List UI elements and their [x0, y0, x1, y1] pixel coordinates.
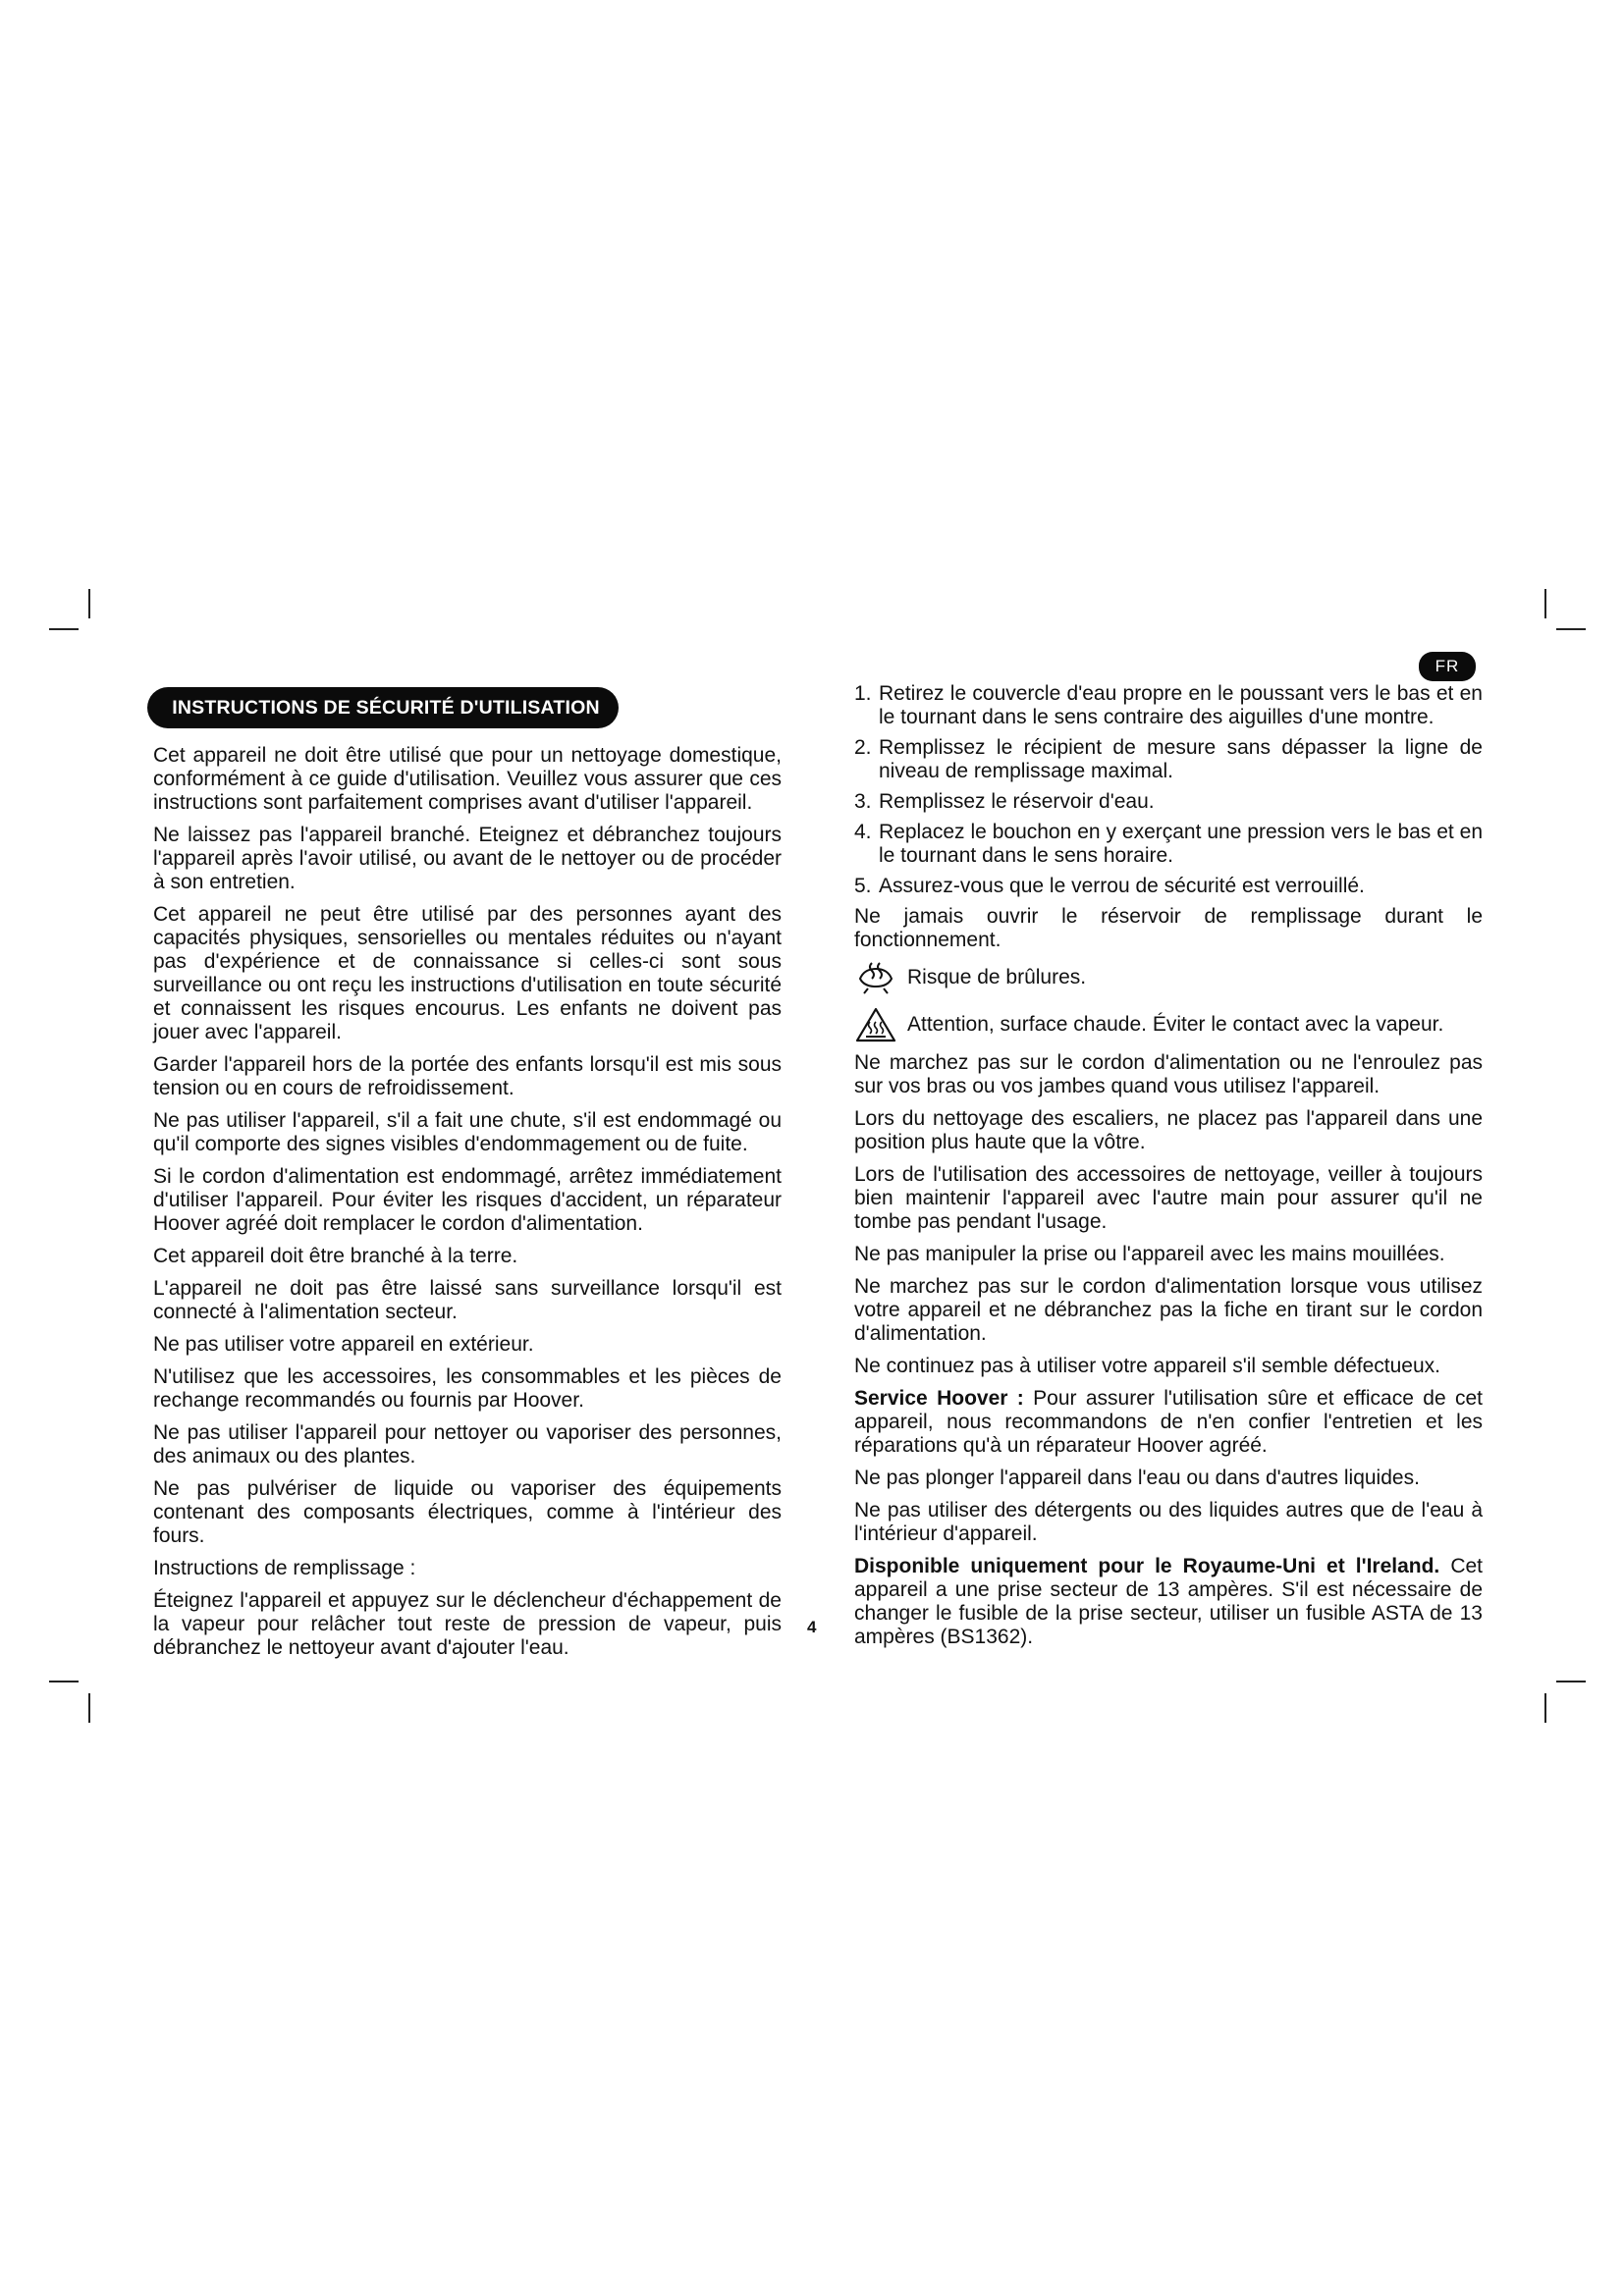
filling-steps-list [854, 682, 1483, 898]
paragraph: N'utilisez que les accessoires, les consommables et les pièces de rechange recommandés ou fournis par Hoover. [153, 1365, 782, 1412]
paragraph: Cet appareil ne peut être utilisé par des personnes ayant des capacités physiques, sensorielles ou mentales réduites ou n'ayant pas d'expérience et de connaissance si celles-ci sont sous surveillance ou ont reçu les instructions d'utilisation en toute sécurité et connaissent les risques encourus. Les enfants ne doivent pas jouer avec l'appareil. [153, 903, 782, 1043]
hot-surface-warning [854, 1006, 1483, 1043]
crop-mark [1544, 589, 1546, 618]
language-badge: FR [1419, 652, 1476, 681]
paragraph: Ne marchez pas sur le cordon d'alimentation ou ne l'enroulez pas sur vos bras ou vos jambes quand vous utilisez l'appareil. [854, 1051, 1483, 1097]
paragraph: Lors de l'utilisation des accessoires de nettoyage, veiller à toujours bien maintenir l'appareil avec l'autre main pour assurer qu'il ne tombe pas pendant l'usage. [854, 1163, 1483, 1233]
uk-label: Disponible uniquement pour le Royaume-Uni et l'Ireland. [854, 1555, 1440, 1577]
hot-surface-icon [854, 1006, 897, 1043]
crop-mark [88, 589, 90, 618]
paragraph: Ne marchez pas sur le cordon d'alimentation lorsque vous utilisez votre appareil et ne débranchez pas la fiche en tirant sur le cordon d'alimentation. [854, 1275, 1483, 1345]
crop-mark [88, 1693, 90, 1723]
left-column [153, 687, 782, 1669]
crop-mark [49, 628, 79, 630]
paragraph: Ne pas utiliser votre appareil en extérieur. [153, 1333, 534, 1356]
paragraph: Cet appareil ne doit être utilisé que pour un nettoyage domestique, conformément à ce guide d'utilisation. Veuillez vous assurer que ces instructions sont parfaitement comprises avant d'utiliser l'appareil. [153, 744, 782, 814]
paragraph: Ne laissez pas l'appareil branché. Eteignez et débranchez toujours l'appareil après l'avoir utilisé, ou avant de le nettoyer ou de procéder à son entretien. [153, 824, 782, 893]
list-item: 1. Retirez le couvercle d'eau propre en le poussant vers le bas et en le tournant dans le sens contraire des aiguilles d'une montre. [854, 682, 1483, 728]
right-column [854, 682, 1483, 1658]
uk-paragraph: Disponible uniquement pour le Royaume-Uni et l'Ireland. Cet appareil a une prise secteur de 13 ampères. S'il est nécessaire de changer le fusible de la prise secteur, utiliser un fusible ASTA de 13 ampères (BS1362). [854, 1555, 1483, 1648]
paragraph: Ne pas pulvériser de liquide ou vaporiser des équipements contenant des composants électriques, comme à l'intérieur des fours. [153, 1477, 782, 1547]
crop-mark [49, 1681, 79, 1682]
service-paragraph: Service Hoover : Pour assurer l'utilisation sûre et efficace de cet appareil, nous recommandons de n'en confier l'entretien et les réparations qu'à un réparateur Hoover agréé. [854, 1387, 1483, 1457]
paragraph: Ne pas utiliser l'appareil, s'il a fait une chute, s'il est endommagé ou qu'il comporte des signes visibles d'endommagement ou de fuite. [153, 1109, 782, 1155]
burn-risk-text: Risque de brûlures. [907, 966, 1087, 988]
crop-mark [1544, 1693, 1546, 1723]
page-number: 4 [807, 1618, 817, 1636]
crop-mark [1556, 628, 1586, 630]
paragraph: Garder l'appareil hors de la portée des enfants lorsqu'il est mis sous tension ou en cours de refroidissement. [153, 1053, 782, 1099]
paragraph: Cet appareil doit être branché à la terre. [153, 1245, 518, 1267]
paragraph: Ne continuez pas à utiliser votre appareil s'il semble défectueux. [854, 1355, 1440, 1377]
hot-surface-text: Attention, surface chaude. Éviter le contact avec la vapeur. [907, 1013, 1444, 1036]
list-item: 5. Assurez-vous que le verrou de sécurité est verrouillé. [854, 875, 1365, 897]
paragraph: Éteignez l'appareil et appuyez sur le déclencheur d'échappement de la vapeur pour relâcher tout reste de pression de vapeur, puis débranchez le nettoyeur avant d'ajouter l'eau. [153, 1589, 782, 1659]
steam-burn-icon [854, 961, 897, 994]
paragraph: Si le cordon d'alimentation est endommagé, arrêtez immédiatement d'utiliser l'appareil. Pour éviter les risques d'accident, un réparateur Hoover agréé doit remplacer le cordon d'alimentation. [153, 1165, 782, 1235]
service-label: Service Hoover : [854, 1387, 1024, 1410]
crop-mark [1556, 1681, 1586, 1682]
paragraph: Ne pas utiliser des détergents ou des liquides autres que de l'eau à l'intérieur d'appareil. [854, 1499, 1483, 1545]
paragraph: Ne pas utiliser l'appareil pour nettoyer ou vaporiser des personnes, des animaux ou des plantes. [153, 1421, 782, 1468]
list-item: 4. Replacez le bouchon en y exerçant une pression vers le bas et en le tournant dans le sens horaire. [854, 821, 1483, 867]
paragraph: Ne jamais ouvrir le réservoir de remplissage durant le fonctionnement. [854, 905, 1483, 951]
section-title: INSTRUCTIONS DE SÉCURITÉ D'UTILISATION [147, 687, 619, 728]
paragraph: Ne pas plonger l'appareil dans l'eau ou dans d'autres liquides. [854, 1467, 1420, 1489]
paragraph: Lors du nettoyage des escaliers, ne placez pas l'appareil dans une position plus haute que la vôtre. [854, 1107, 1483, 1153]
burn-risk-warning [854, 961, 1483, 994]
filling-instructions-heading: Instructions de remplissage : [153, 1557, 416, 1579]
list-item: 2. Remplissez le récipient de mesure sans dépasser la ligne de niveau de remplissage maximal. [854, 736, 1483, 782]
paragraph: Ne pas manipuler la prise ou l'appareil avec les mains mouillées. [854, 1243, 1445, 1265]
paragraph: L'appareil ne doit pas être laissé sans surveillance lorsqu'il est connecté à l'alimentation secteur. [153, 1277, 782, 1323]
list-item: 3. Remplissez le réservoir d'eau. [854, 790, 1155, 813]
